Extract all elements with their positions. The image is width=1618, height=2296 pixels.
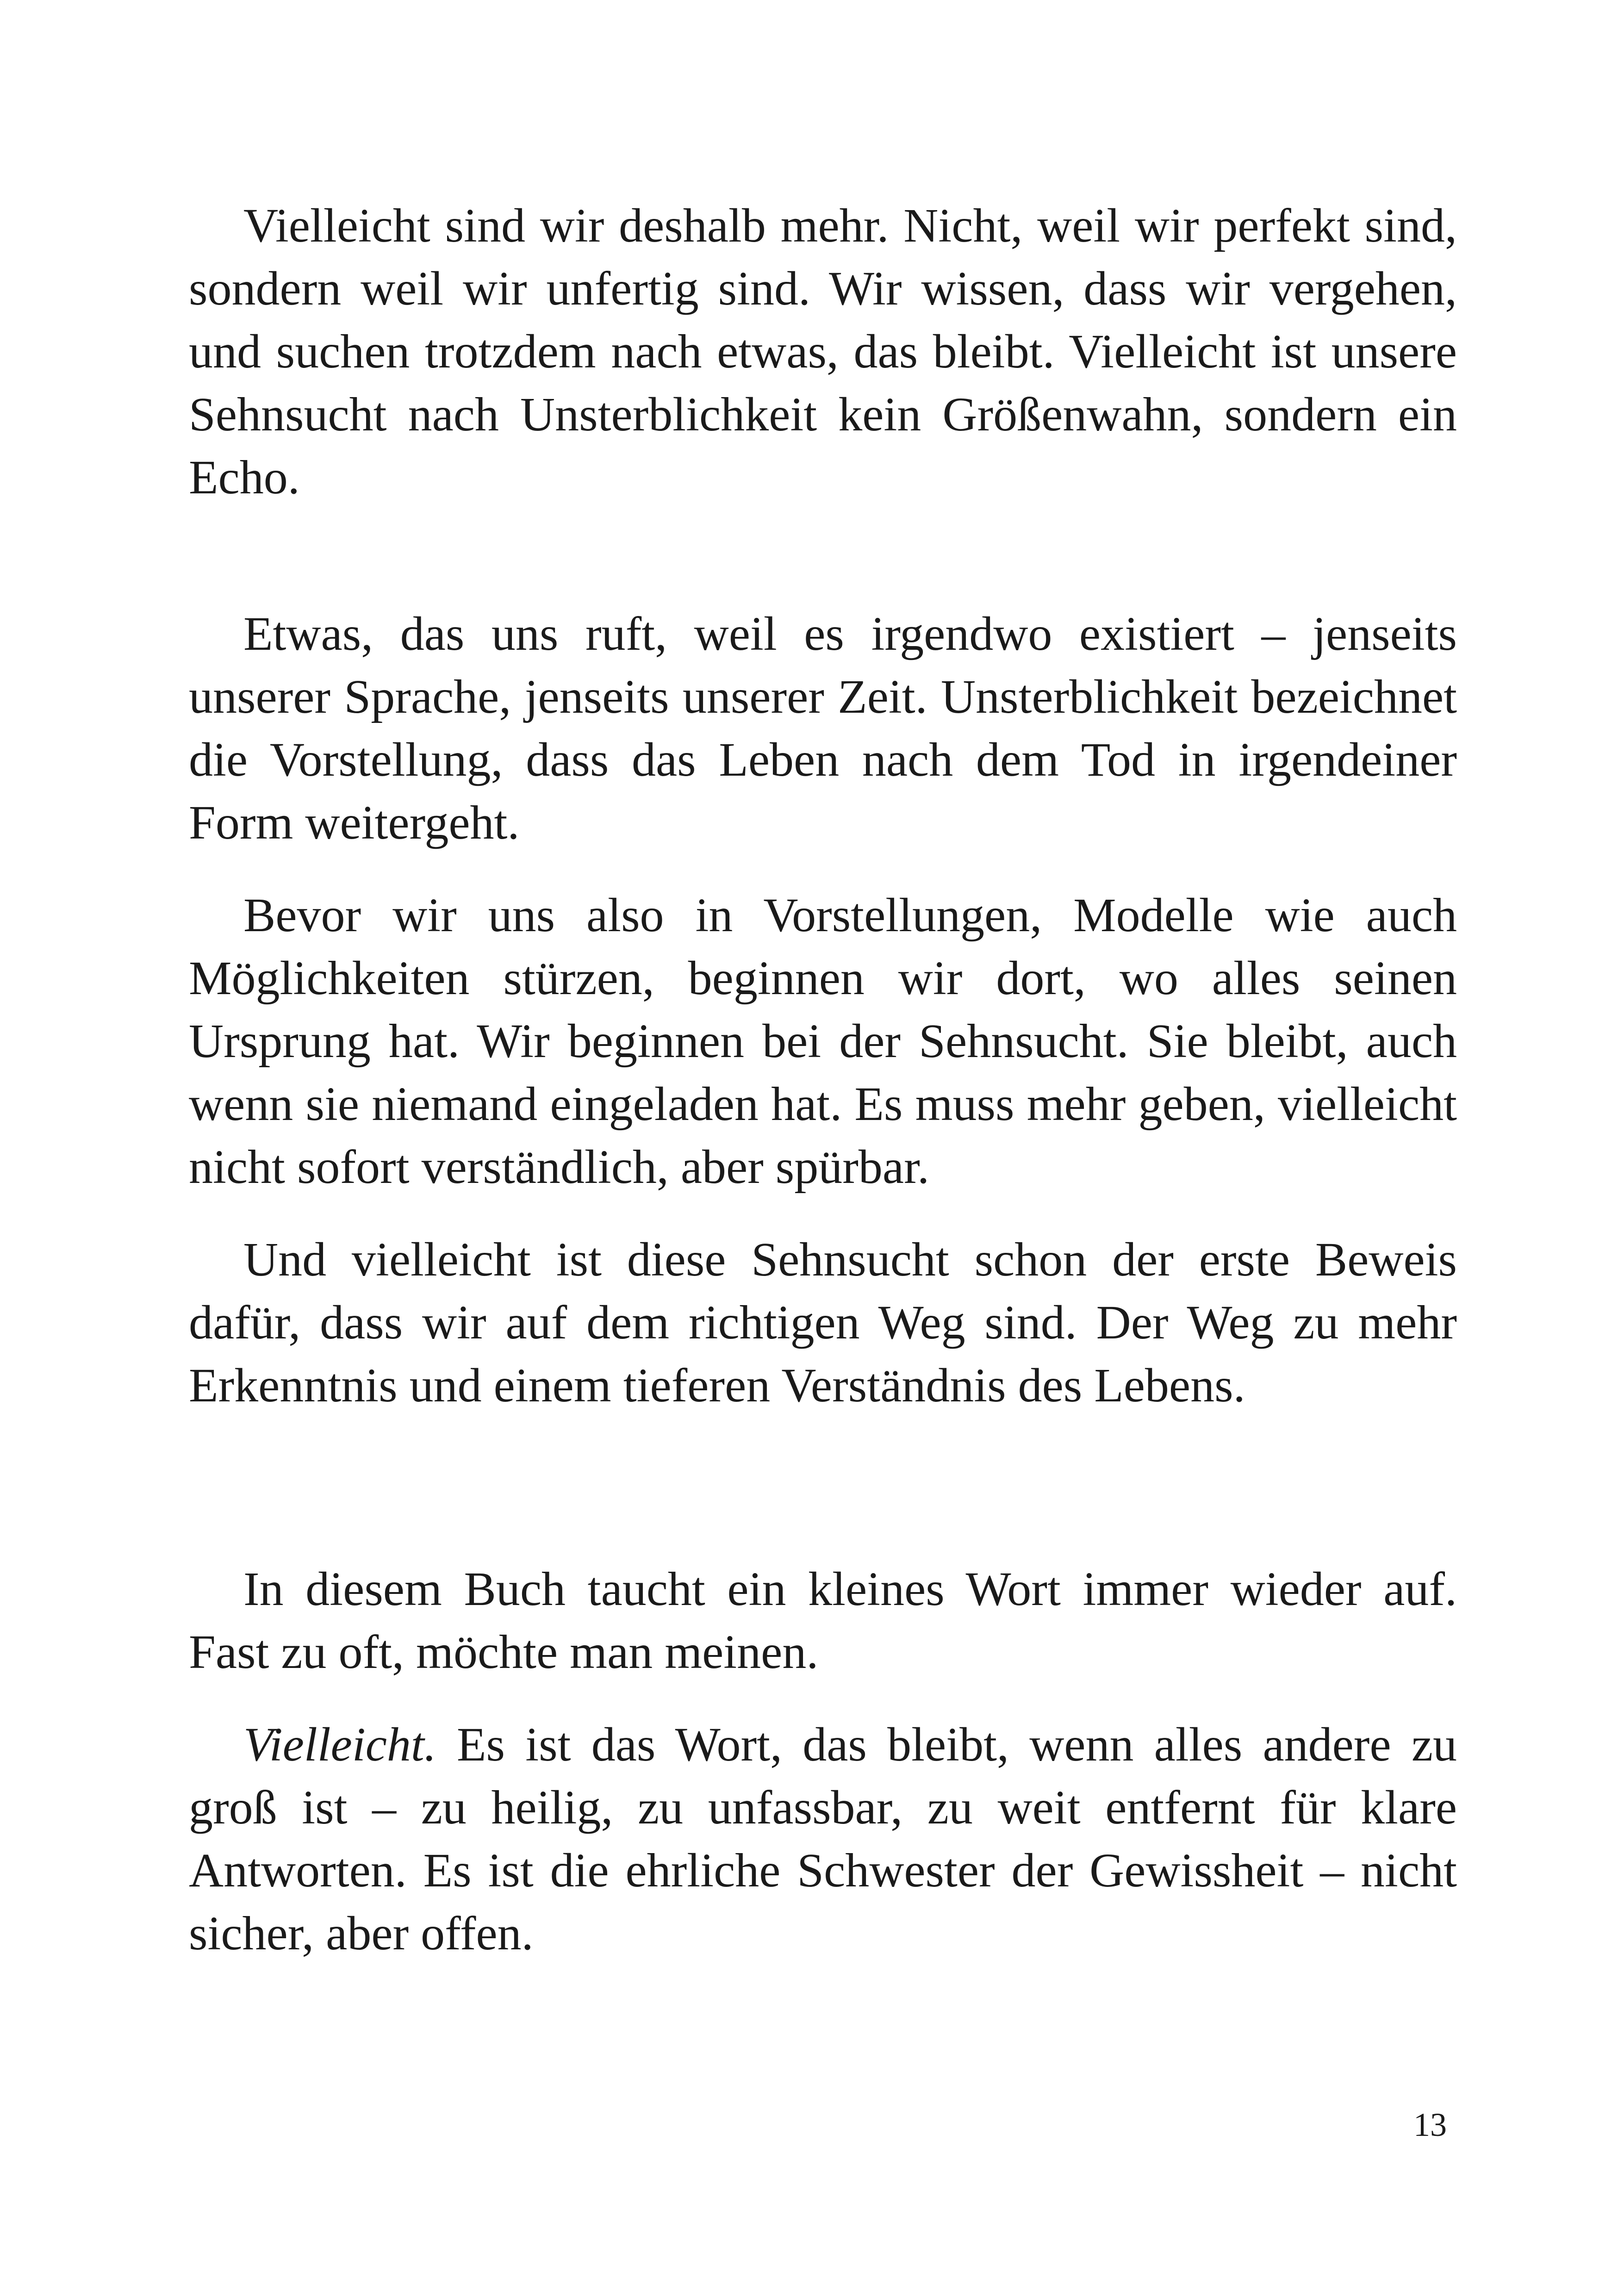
page-number: 13 bbox=[1413, 2106, 1447, 2143]
emphasis-word: Vielleicht. bbox=[243, 1718, 436, 1771]
paragraph-text: Es ist das Wort, das bleibt, wenn alles andere zu groß ist – zu heilig, zu unfassbar, zu weit entfernt für klare Antworten. Es ist die ehrliche Schwester der Gewissheit – nicht sicher, aber offen. bbox=[189, 1718, 1457, 1960]
paragraph bbox=[189, 1713, 1457, 1965]
paragraph: Vielleicht sind wir deshalb mehr. Nicht, weil wir perfekt sind, sondern weil wir unfertig sind. Wir wissen, dass wir vergehen, und suchen trotzdem nach etwas, das bleibt. Vielleicht ist unsere Sehnsucht nach Unsterblichkeit kein Größenwahn, sondern ein Echo. bbox=[189, 199, 1457, 504]
paragraph: In diesem Buch taucht ein kleines Wort immer wieder auf. Fast zu oft, möchte man meinen. bbox=[189, 1562, 1457, 1679]
paragraph: Bevor wir uns also in Vorstellungen, Modelle wie auch Möglichkeiten stürzen, beginnen wir dort, wo alles seinen Ursprung hat. Wir beginnen bei der Sehnsucht. Sie bleibt, auch wenn sie niemand eingeladen hat. Es muss mehr geben, vielleicht nicht sofort verständlich, aber spürbar. bbox=[189, 889, 1457, 1194]
paragraph: Etwas, das uns ruft, weil es irgendwo existiert – jenseits unserer Sprache, jenseits unserer Zeit. Unsterblichkeit bezeichnet die Vorstellung, dass das Leben nach dem Tod in irgendeiner Form weitergeht. bbox=[189, 607, 1457, 849]
body-text bbox=[189, 194, 1457, 1965]
paragraph: Und vielleicht ist diese Sehnsucht schon der erste Beweis dafür, dass wir auf dem richtigen Weg sind. Der Weg zu mehr Erkenntnis und einem tieferen Verständnis des Lebens. bbox=[189, 1233, 1457, 1412]
